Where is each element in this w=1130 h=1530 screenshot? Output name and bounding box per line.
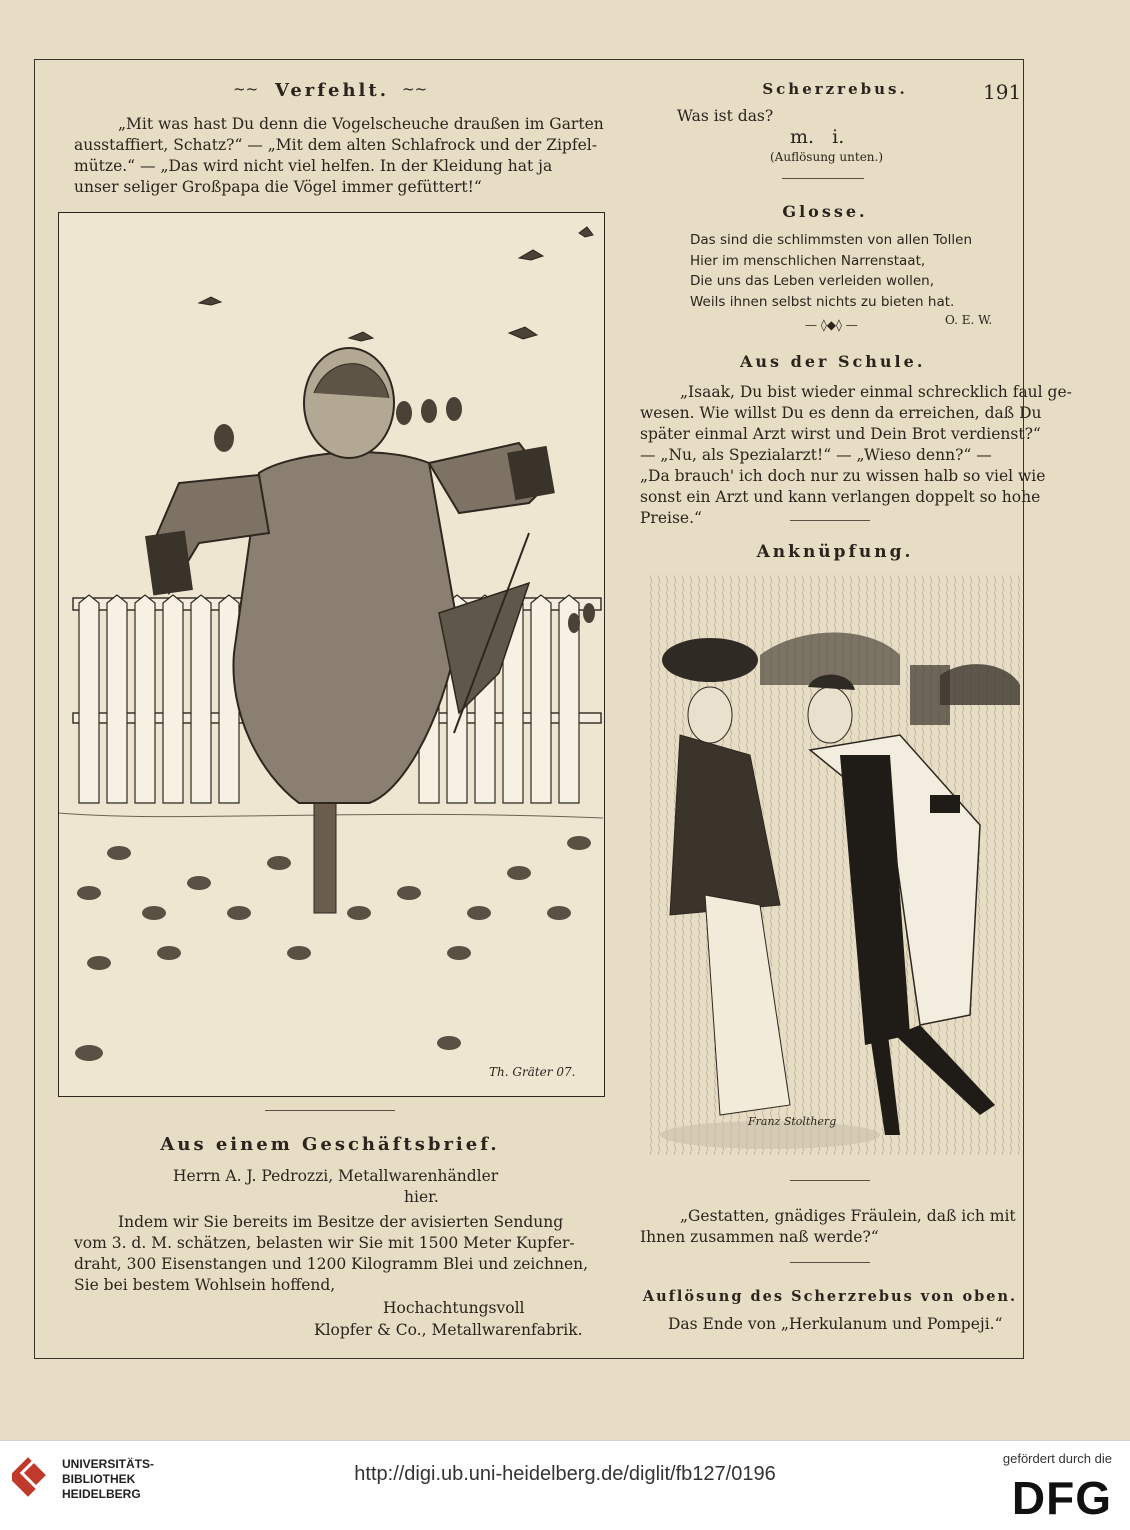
scarecrow-signature: Th. Gräter 07. <box>489 1065 576 1079</box>
glosse-line: Die uns das Leben verleiden wollen, <box>690 273 934 289</box>
rule <box>790 1180 870 1181</box>
schule-line: „Da brauch' ich doch nur zu wissen halb so viel wie <box>640 467 1046 485</box>
aufloesung-title: Auflösung des Scherzrebus von oben. <box>642 1288 1018 1305</box>
rule <box>265 1110 395 1111</box>
anknuepfung-caption: Ihnen zusammen naß werde?“ <box>640 1228 879 1246</box>
rule <box>782 178 864 179</box>
brief-line: Indem wir Sie bereits im Besitze der avisierten Sendung <box>118 1213 564 1231</box>
schule-title: Aus der Schule. <box>740 352 926 371</box>
glosse-line: Das sind die schlimmsten von allen Tollen <box>690 232 973 248</box>
scherzrebus-rebus: m. i. <box>790 126 845 148</box>
library-line: BIBLIOTHEK <box>62 1472 136 1486</box>
glosse-line: Hier im menschlichen Narrenstaat, <box>690 253 926 269</box>
page-number: 191 <box>983 80 1022 104</box>
brief-address: Herrn A. J. Pedrozzi, Metallwarenhändler <box>173 1167 499 1185</box>
verfehlt-line: „Mit was hast Du denn die Vogelscheuche draußen im Garten <box>118 115 604 133</box>
scarecrow-illustration <box>58 212 605 1097</box>
brief-line: vom 3. d. M. schätzen, belasten wir Sie mit 1500 Meter Kupfer- <box>74 1234 575 1252</box>
funded-by-text: gefördert durch die <box>1002 1451 1112 1466</box>
rule <box>790 520 870 521</box>
source-url[interactable]: http://digi.ub.uni-heidelberg.de/diglit/fb127/0196 <box>354 1463 776 1485</box>
anknuepfung-caption: „Gestatten, gnädiges Fräulein, daß ich mit <box>680 1207 1016 1225</box>
glosse-line: Weils ihnen selbst nichts zu bieten hat. <box>690 294 955 310</box>
brief-sender: Klopfer & Co., Metallwarenfabrik. <box>314 1321 583 1339</box>
glosse-ornament: — ◊◆◊ — <box>805 318 858 332</box>
library-line: UNIVERSITÄTS- <box>62 1457 155 1471</box>
scherzrebus-question: Was ist das? <box>677 107 774 125</box>
schule-line: später einmal Arzt wirst und Dein Brot verdienst?“ <box>640 425 1041 443</box>
footer-bar <box>0 1440 1130 1530</box>
rain-illustration <box>650 575 1020 1155</box>
aufloesung-text: Das Ende von „Herkulanum und Pompeji.“ <box>668 1315 1003 1333</box>
schule-line: — „Nu, als Spezialarzt!“ — „Wieso denn?“ — <box>640 446 992 464</box>
rule <box>790 1262 870 1263</box>
anknuepfung-title: Anknüpfung. <box>756 542 914 562</box>
ornament-right: ~~ <box>402 80 428 98</box>
rain-signature: Franz Stoltherg <box>748 1115 837 1128</box>
glosse-title: Glosse. <box>782 202 868 221</box>
glosse-author: O. E. W. <box>945 313 993 327</box>
verfehlt-line: ausstaffiert, Schatz?“ — „Mit dem alten Schlafrock und der Zipfel- <box>74 136 597 154</box>
dfg-logo: DFG <box>1011 1472 1112 1524</box>
verfehlt-title: Verfehlt. <box>275 80 389 101</box>
schule-line: Preise.“ <box>640 509 702 527</box>
schule-line: wesen. Wie willst Du es denn da erreichen, daß Du <box>640 404 1042 422</box>
schule-line: „Isaak, Du bist wieder einmal schrecklich faul ge- <box>680 383 1072 401</box>
schule-line: sonst ein Arzt und kann verlangen doppelt so hohe <box>640 488 1041 506</box>
library-line: HEIDELBERG <box>62 1487 141 1501</box>
ornament-left: ~~ <box>233 80 259 98</box>
brief-address: hier. <box>404 1188 439 1206</box>
verfehlt-line: unser seliger Großpapa die Vögel immer gefüttert!“ <box>74 178 482 196</box>
scherzrebus-hint: (Auflösung unten.) <box>770 150 884 164</box>
brief-line: Sie bei bestem Wohlsein hoffend, <box>74 1276 336 1294</box>
scherzrebus-title: Scherzrebus. <box>762 80 908 98</box>
brief-line: draht, 300 Eisenstangen und 1200 Kilogramm Blei und zeichnen, <box>74 1255 589 1273</box>
brief-closing: Hochachtungsvoll <box>383 1299 525 1317</box>
brief-title: Aus einem Geschäftsbrief. <box>160 1134 500 1155</box>
verfehlt-line: mütze.“ — „Das wird nicht viel helfen. In der Kleidung hat ja <box>74 157 553 175</box>
